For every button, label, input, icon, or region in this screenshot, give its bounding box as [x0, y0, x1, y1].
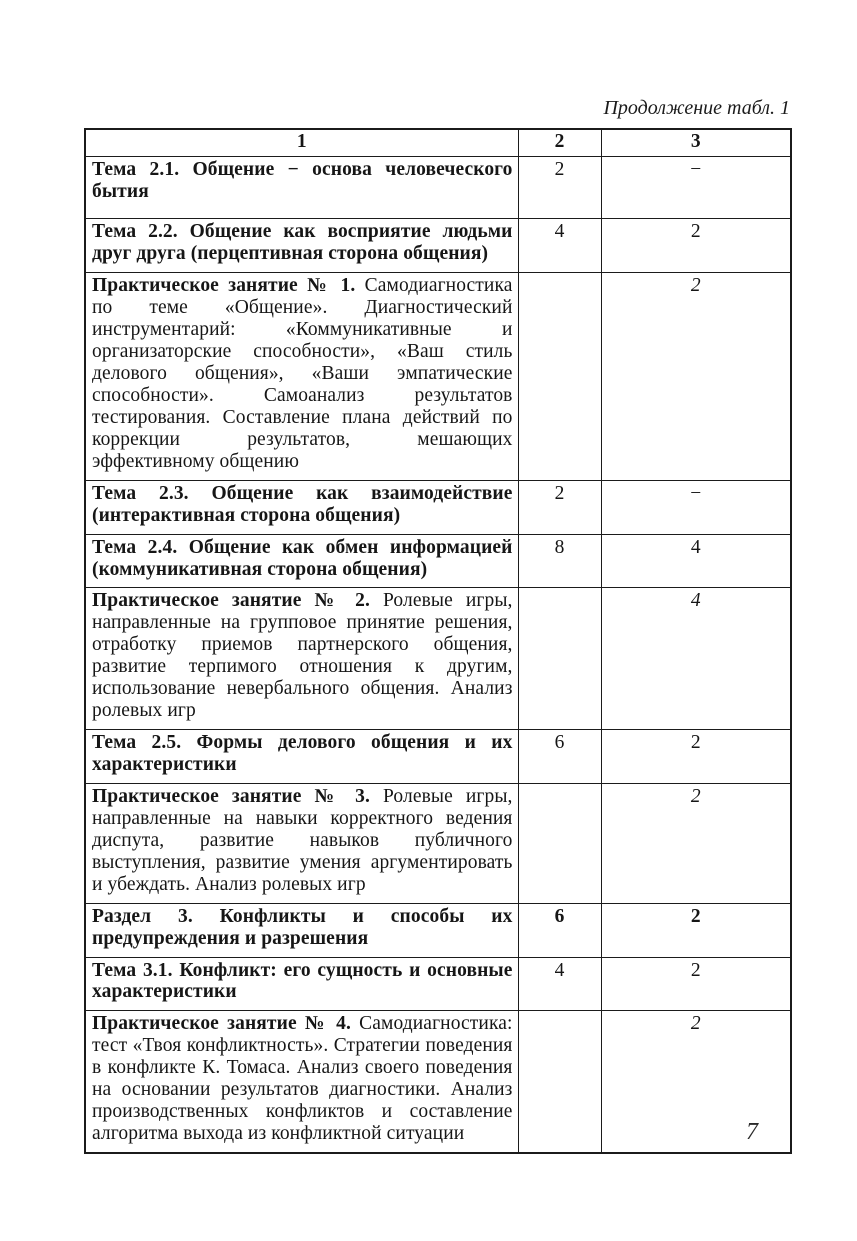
row-practical-cell: 2 [601, 730, 791, 784]
row-title-text: Общение как взаимодействие (интерактивная сторона общения) [92, 482, 513, 526]
row-title-lead: Практическое занятие № 2. [92, 590, 370, 612]
row-title-text: Самодиагностика по теме «Общение». Диагностический инструментарий: «Коммуникативные и организаторские способности», «Ваш стиль делового общения», «Ваши эмпатические способности». Самоанализ результатов тестирования. Составление плана действий по коррекции результатов, мешающих эффективному общению [92, 275, 513, 472]
row-hours-cell: 6 [518, 903, 601, 957]
row-title-lead: Тема 3.1. [92, 959, 173, 981]
row-practical-cell: 2 [601, 783, 791, 903]
row-title-text: Ролевые игры, направленные на групповое принятие решения, отработку приемов партнерского общения, развитие терпимого отношения к другим, использование невербального общения. Анализ ролевых игр [92, 590, 513, 722]
row-title-cell [85, 157, 518, 219]
row-practical-cell: 2 [601, 219, 791, 273]
header-col-2: 2 [518, 129, 601, 157]
row-title-lead: Тема 2.1. [92, 159, 180, 181]
row-title-lead: Практическое занятие № 3. [92, 785, 370, 807]
row-hours-cell: 4 [518, 957, 601, 1011]
row-title-text: Формы делового общения и их характеристики [92, 732, 513, 776]
row-hours-cell: 4 [518, 219, 601, 273]
row-title-cell [85, 957, 518, 1011]
row-hours-cell: 8 [518, 534, 601, 588]
table-row [85, 273, 791, 480]
row-practical-cell: 2 [601, 957, 791, 1011]
row-title-lead: Тема 2.3. [92, 482, 189, 504]
table-row [85, 534, 791, 588]
row-title-text: Конфликт: его сущность и основные характеристики [92, 959, 513, 1003]
table-row [85, 588, 791, 730]
row-title-cell [85, 783, 518, 903]
row-hours-cell [518, 273, 601, 480]
row-hours-cell [518, 783, 601, 903]
table-row [85, 157, 791, 219]
row-practical-cell: 4 [601, 534, 791, 588]
row-practical-cell: − [601, 157, 791, 219]
table-header-row [85, 129, 791, 157]
row-title-lead: Практическое занятие № 4. [92, 1013, 351, 1035]
row-title-text: Конфликты и способы их предупреждения и разрешения [92, 905, 513, 949]
row-title-text: Общение − основа человеческого бытия [92, 159, 513, 203]
row-title-cell [85, 273, 518, 480]
row-practical-cell: 4 [601, 588, 791, 730]
row-practical-cell: 2 [601, 903, 791, 957]
row-title-lead: Тема 2.2. [92, 221, 178, 243]
row-title-cell [85, 219, 518, 273]
row-practical-cell: 2 [601, 273, 791, 480]
row-hours-cell: 6 [518, 730, 601, 784]
row-practical-cell: − [601, 480, 791, 534]
row-title-cell [85, 534, 518, 588]
table-continuation-caption: Продолжение табл. 1 [603, 97, 790, 119]
row-hours-cell [518, 588, 601, 730]
row-title-text: Ролевые игры, направленные на навыки корректного ведения диспута, развитие навыков публичного выступления, развитие умения аргументировать и убеждать. Анализ ролевых игр [92, 785, 513, 895]
header-col-3: 3 [601, 129, 791, 157]
header-col-1: 1 [85, 129, 518, 157]
page-number: 7 [746, 1119, 758, 1145]
row-practical-cell: 2 [601, 1011, 791, 1153]
row-hours-cell: 2 [518, 480, 601, 534]
table-row [85, 783, 791, 903]
row-title-cell [85, 480, 518, 534]
row-title-lead: Практическое занятие № 1. [92, 275, 356, 297]
row-title-lead: Тема 2.5. [92, 732, 182, 754]
row-title-lead: Тема 2.4. [92, 536, 178, 558]
row-title-text: Общение как восприятие людьми друг друга (перцептивная сторона общения) [92, 221, 513, 265]
table-row [85, 903, 791, 957]
row-title-text: Общение как обмен информацией (коммуникативная сторона общения) [92, 536, 513, 580]
table-row [85, 480, 791, 534]
table-row [85, 730, 791, 784]
curriculum-table [84, 128, 792, 1154]
row-title-lead: Раздел 3. [92, 905, 193, 927]
table-row [85, 219, 791, 273]
row-title-cell [85, 730, 518, 784]
table-row [85, 957, 791, 1011]
row-title-text: Самодиагностика: тест «Твоя конфликтность». Стратегии поведения в конфликте К. Томаса. Анализ своего поведения на основании результатов диагностики. Анализ производственных конфликтов и составление алгоритма выхода из конфликтной ситуации [92, 1013, 513, 1145]
row-hours-cell: 2 [518, 157, 601, 219]
row-title-cell [85, 903, 518, 957]
row-title-cell [85, 588, 518, 730]
